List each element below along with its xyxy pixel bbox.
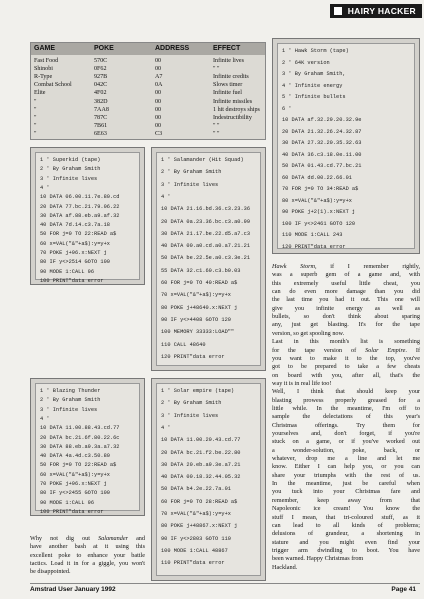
code-line: 4 ' Infinite energy (282, 82, 343, 89)
poke-cell: C3 (155, 130, 163, 137)
poke-cell: " " (213, 122, 220, 129)
text-line: Hawk Storm, if I remember rightly, (272, 263, 420, 270)
text-line: got to be prepared to take a few cheats (272, 363, 420, 371)
code-line: 90 MODE 1:CALL 96 (40, 499, 95, 506)
text-line: stuck on a game, or if you've worked out (272, 438, 420, 446)
code-line: 3 ' Infinite lives (40, 406, 98, 413)
text-line: Hackland. (272, 563, 298, 571)
code-line: 70 POKE j+96.x:NEXT j (40, 250, 107, 256)
code-line: 20 DATA bc.21.6f.80.22.6c (40, 434, 120, 441)
text-line: little while. In the meantime, I'm off to (272, 404, 420, 412)
listing-superkid (30, 147, 145, 285)
code-line: 30 DATA af.88.eb.a9.af.32 (40, 212, 120, 219)
code-line: 40 DATA 36.c3.18.0e.11.00 (282, 151, 362, 158)
text-line: be disappointed. (30, 568, 71, 576)
code-line: 80 x=VAL("&"+a$):y=y+x (282, 197, 352, 204)
text-line: bullets, so don't think about sparing (272, 313, 420, 321)
poke-cell: Infinite credits (213, 74, 249, 81)
text-line: you want to make it to the top, you've (272, 354, 420, 362)
text-line: trigger arm dwindling to boot. You have (272, 546, 420, 554)
code-line: 2 ' By Graham Smith (40, 166, 101, 173)
poke-cell: 1 hit destroys ships (213, 106, 260, 113)
code-line: 90 MODE 1:CALL 96 (40, 268, 95, 275)
text-line: can do even more damage than you did (272, 288, 420, 296)
text-line: know. Either I can help you, or you can (272, 463, 420, 471)
text-line: Why not dig out Salamander and (30, 535, 145, 542)
poke-cell: 6E63 (94, 130, 107, 137)
poke-cell: Indestructibility (213, 114, 252, 121)
poke-cell: " " (213, 130, 220, 137)
poke-cell: 042C (94, 82, 108, 89)
code-line: 100 MEMORY 33333:LOAD"" (161, 329, 235, 336)
listing-salamander (151, 147, 266, 371)
code-line: 70 FOR j=0 TO 34:READ a$ (282, 186, 359, 192)
code-line: 90 IF y<>2803 GOTO 110 (161, 535, 231, 542)
code-line: 80 IF y<>2514 GOTO 100 (40, 259, 110, 266)
text-line: share your triumphs with the rest of us. (272, 471, 420, 479)
code-line: 40 DATA 00.a0.cd.a0.a7.21.21 (161, 243, 251, 250)
code-line: 10 DATA af.32.29.20.32.9e (282, 117, 362, 123)
listing-hawk-storm (272, 38, 420, 254)
code-line: 2 ' 64K version (282, 59, 330, 66)
poke-cell: " (34, 130, 37, 137)
code-line: 3 ' Infinite lives (161, 412, 219, 419)
code-line: 4 ' (161, 193, 171, 200)
poke-cell: 7AA8 (94, 106, 109, 113)
code-line: 10 DATA 06.00.11.7e.80.cd (40, 194, 120, 201)
text-line: a wonder-solution, poke, back, or (272, 446, 420, 454)
text-line: was a superb gem of a game and, with (272, 271, 420, 279)
code-line: 20 DATA 0a.23.36.bc.c3.a0.99 (161, 218, 251, 225)
poke-cell: Infinite fuel (213, 90, 242, 97)
code-line: 80 IF y<>2455 GOTO 100 (40, 490, 110, 497)
poke-cell: Slows timer (213, 82, 243, 89)
poke-cell: 787C (94, 114, 108, 121)
poke-cell: 00 (155, 98, 162, 105)
text-line: remember, keep away from that (272, 496, 420, 504)
code-line: 2 ' By Graham Smith (161, 169, 222, 176)
text-line: you tuck into your Christmas fare and (272, 488, 420, 496)
code-line: 20 DATA 21.32.26.24.32.87 (282, 128, 362, 135)
code-line: 100 MODE 1:CALL 48867 (161, 547, 228, 554)
poke-cell: Elite (34, 90, 46, 97)
text-line: Christmas offerings. Try them for (272, 421, 420, 429)
poke-cell: " " (213, 66, 220, 73)
poke-cell: 00 (155, 106, 162, 113)
code-line: 50 FOR j=0 TO 22:READ a$ (40, 462, 117, 469)
code-line: 1 ' Solar empire (tape) (161, 388, 235, 394)
code-line: 120 PRINT"data error (282, 243, 346, 250)
code-line: 50 DATA be.22.5e.a0.c3.3e.21 (161, 255, 251, 262)
code-line: 70 x=VAL("&"+a$):y=y+x (161, 292, 231, 299)
text-line: can lead to all kinds of problems; (272, 521, 420, 529)
text-line: excellent poke to enhance your battle (30, 551, 145, 559)
poke-cell: Infinite missiles (213, 98, 253, 105)
code-line: 60 x=VAL("&"+a$):y=y+x (40, 240, 110, 247)
code-line: 4 ' (161, 424, 171, 431)
poke-cell: Shinobi (34, 66, 53, 73)
poke-cell: R-Type (34, 74, 53, 81)
code-line: 70 POKE j+96.x:NEXT j (40, 481, 107, 487)
poke-cell: 00 (155, 90, 162, 97)
text-line: any, just get blasting. It's for the tape (272, 321, 420, 329)
text-line: yourselves and, don't forget, if you're (272, 430, 420, 437)
code-line: 100 PRINT"data error (40, 277, 104, 284)
code-line: 3 ' Infinite lives (161, 181, 219, 188)
col-effect: EFFECT (213, 45, 241, 52)
poke-cell: 0F62 (94, 66, 107, 73)
code-line: 80 POKE j+48867.x:NEXT j (161, 523, 238, 530)
poke-cell: 570C (94, 58, 108, 64)
text-line: delusions of grandeur, a shortening in (272, 530, 420, 538)
text-line: whatever, drop me a line and let me (272, 455, 420, 463)
poke-cell: 00 (155, 122, 162, 129)
text-line: blasting prowess properly greased for a (272, 396, 420, 404)
code-line: 10 DATA 11.00.20.43.cd.77 (161, 437, 241, 444)
col-game: GAME (34, 45, 55, 52)
code-line: 40 DATA 4a.4d.c3.50.80 (40, 453, 110, 460)
code-line: 10 DATA 11.00.88.43.cd.77 (40, 425, 120, 432)
code-line: 40 DATA 00.18.32.44.05.32 (161, 474, 241, 481)
code-line: 1 ' Hawk Storm (tape) (282, 48, 349, 54)
listing-blazing-thunder (30, 378, 145, 516)
text-line: way it is in real life too! (272, 379, 332, 387)
poke-cell: 00 (155, 66, 162, 73)
code-line: 4 ' (40, 184, 50, 191)
header-title: HAIRY HACKER (347, 6, 416, 16)
footer-magazine: Amstrad User January 1992 (30, 586, 116, 593)
text-line: tactics. Load it in for a giggle, you won't (30, 560, 145, 568)
code-line: 50 DATA b4.2e.22.7a.01 (161, 486, 231, 493)
poke-cell: 382D (94, 98, 108, 105)
code-line: 90 IF y<>4408 GOTO 120 (161, 316, 231, 323)
text-line: give you infinite energy as well as (272, 304, 420, 312)
code-line: 110 MODE 1:CALL 243 (282, 232, 343, 238)
code-line: 4 ' (40, 415, 50, 422)
poke-cell: 0A (155, 82, 163, 89)
poke-cell: " (34, 114, 37, 121)
code-line: 2 ' By Graham Smith (40, 397, 101, 404)
poke-table (30, 42, 266, 140)
text-line: have another bash at it using this (30, 543, 145, 551)
text-line: Well, I think that should keep your (272, 388, 420, 396)
poke-cell: 4F02 (94, 90, 107, 97)
header-square-icon (334, 7, 342, 15)
code-line: 100 PRINT"data error (40, 508, 104, 515)
code-line: 50 FOR j=0 TO 22:READ a$ (40, 231, 117, 238)
listing-solar-empire (151, 378, 266, 581)
code-line: 20 DATA 77.bc.21.79.06.22 (40, 203, 120, 210)
col-poke: POKE (94, 45, 114, 52)
poke-cell: Infinite lives (213, 58, 244, 64)
code-line: 30 DATA 20.eb.a9.3e.a7.21 (161, 461, 241, 468)
poke-cell: " (34, 122, 37, 129)
text-line: Napoleonic ice cream! You know the (272, 505, 420, 513)
code-line: 30 DATA 27.32.20.35.32.63 (282, 140, 362, 146)
text-line: been warned. Happy Christmas from (272, 555, 364, 563)
footer-page-number: Page 41 (391, 586, 416, 593)
text-line: Last in this month's list is something (272, 338, 420, 346)
code-line: 10 DATA 21.16.bd.36.c3.23.36 (161, 206, 251, 213)
code-line: 55 DATA 32.c1.60.c3.b0.03 (161, 267, 241, 274)
code-line: 30 DATA 21.17.be.22.d5.a7.c3 (161, 230, 251, 237)
code-line: 120 PRINT"data error (161, 353, 225, 360)
code-line: 3 ' Infinite lives (40, 175, 98, 182)
poke-cell: " (34, 106, 37, 113)
poke-cell: 7B61 (94, 122, 108, 129)
code-line: 30 DATA 88.eb.a9.3a.a7.32 (40, 443, 120, 450)
poke-cell: A7 (155, 74, 163, 81)
code-line: 80 POKE j+48640.x:NEXT j (161, 304, 238, 311)
poke-cell: 927B (94, 74, 108, 81)
code-line: 60 FOR j=0 TO 28:READ a$ (161, 498, 238, 505)
section-header (330, 4, 422, 18)
code-line: 90 POKE j+2(1).x:NEXT j (282, 209, 356, 215)
code-line: 1 ' Superkid (tape) (40, 157, 101, 163)
poke-table-header (31, 43, 265, 55)
code-line: 5 ' Infinite bullets (282, 94, 346, 100)
text-line: sample the delectations of this year's (272, 413, 420, 421)
text-line: this extremely useful little cheat, you (272, 279, 420, 287)
code-line: 100 IF y<>2461 GOTO 120 (282, 220, 356, 227)
poke-cell: " (34, 98, 37, 105)
text-line: the last time you had it out. This one will (272, 296, 420, 304)
col-address: ADDRESS (155, 45, 190, 52)
code-line: 20 DATA bc.21.f2.be.22.80 (161, 449, 241, 456)
code-line: 60 x=VAL("&"+a$):y=y+x (40, 471, 110, 478)
code-line: 40 DATA 7d.14.c3.7a.18 (40, 222, 110, 229)
code-line: 60 FOR j=0 TO 40:READ a$ (161, 280, 238, 286)
code-line: 50 DATA 01.43.cd.77.bc.21 (282, 163, 362, 169)
code-line: 6 ' (282, 105, 292, 112)
poke-cell: Combat School (34, 82, 72, 89)
poke-cell: Fast Food (34, 58, 59, 64)
code-line: 110 CALL 48640 (161, 341, 206, 348)
code-line: 1 ' Blazing Thunder (40, 388, 101, 394)
code-line: 60 DATA dd.00.22.66.01 (282, 174, 352, 181)
code-line: 110 PRINT"data error (161, 560, 225, 567)
poke-cell: 00 (155, 114, 162, 121)
text-line: In the meantime, just be careful when (272, 480, 420, 488)
code-line: 3 ' By Graham Smith, (282, 71, 346, 77)
text-line: for the tape version of Solar Empire. If (272, 346, 420, 354)
code-line: 1 ' Salamander (Hit Squad) (161, 157, 244, 163)
text-line: stature and you might even find your (272, 538, 420, 546)
footer-rule (30, 583, 420, 584)
code-line: 70 x=VAL("&"+a$):y=y+x (161, 511, 231, 517)
text-line: version, so get spooling now. (272, 329, 345, 337)
poke-cell: 00 (155, 58, 162, 64)
text-line: stuff I mean, that tri-coloured stuff, as it (272, 513, 420, 521)
code-line: 2 ' By Graham Smith (161, 400, 222, 407)
text-line: on board with you, after all, that's the (272, 371, 420, 379)
